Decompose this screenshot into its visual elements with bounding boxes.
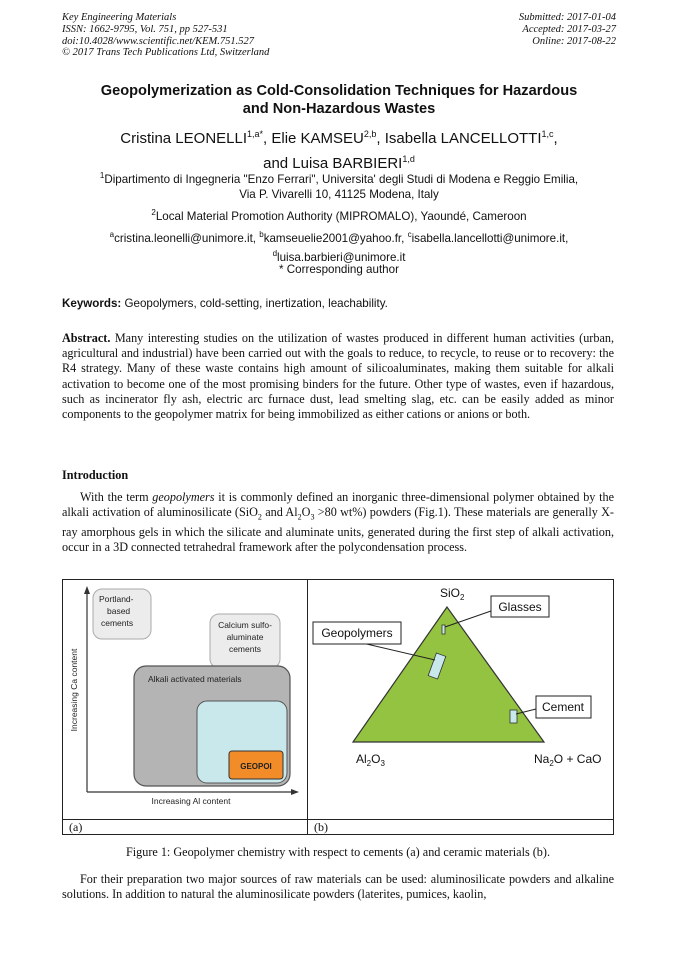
online-date: Online: 2017-08-22	[532, 35, 616, 47]
alkali-label: Alkali activated materials	[148, 674, 242, 684]
calcium-label-2: aluminate	[226, 632, 264, 642]
calcium-label-3: cements	[228, 644, 262, 654]
journal-name: Key Engineering Materials	[62, 12, 177, 23]
affiliation-2: $^2$Local Material Promotion Authority (MIPROMALO), Yaoundé, Cameroon	[151, 208, 527, 223]
cement-zone	[510, 710, 517, 723]
author-list: Cristina $LEONELLI^{1,a*}$, Elie KAMSEU$^{2,b}$, Isabella LANCELLOTTI$^{1,c}$, and Luisa BARBIERI$^{1,d}$	[120, 129, 558, 172]
x-axis-label: Increasing Al content	[151, 796, 231, 806]
abstract-label: Abstract.	[62, 331, 111, 345]
x-axis-arrow	[291, 789, 299, 795]
apex-na2o-cao-label: $Na_2O$ + CaO	[534, 752, 602, 768]
submitted-date: Submitted: 2017-01-04	[518, 12, 616, 23]
intro-paragraph-1: With the term geopolymers it is commonly defined an inorganic three-dimensional polymer obtained by the alkali activation of aluminosilicate (SiO$_2$ and $Al_2O_3 >80$ wt%) powders (Fig.1). These materials are generally X-ray amorphous gels in which the silicate and aluminate units, generated during the first step of alkali activation, occur in a 3D connected tetrahedral framework after the polycondensation process.	[62, 490, 614, 555]
author-name: Cristina LEONELLI	[120, 130, 248, 147]
paper-title: Geopolymerization as Cold-Consolidation Techniques for Hazardous and Non-Hazardous Wastes	[100, 83, 578, 117]
issn: ISSN: 1662-9795, Vol. 751, pp 527-531	[62, 23, 228, 35]
section-heading: Introduction	[62, 468, 129, 482]
accepted-date: Accepted: 2017-03-27	[522, 23, 616, 35]
author-name: and Luisa BARBIERI	[263, 155, 403, 172]
figure-caption: Figure 1: Geopolymer chemistry with respect to cements (a) and ceramic materials (b).	[125, 845, 551, 859]
intro-paragraph-2: For their preparation two major sources of raw materials can be used: aluminosilicate powders and alkaline solutions. In addition to natural the aluminosilicate powders (laterites, pumices, kaolin,	[62, 872, 614, 902]
calcium-label-1: Calcium sulfo-	[218, 620, 272, 630]
copyright: © 2017 Trans Tech Publications Ltd, Switzerland	[62, 47, 270, 59]
author-name: , Elie KAMSEU	[263, 130, 364, 147]
keywords: Keywords: Geopolymers, cold-setting, inertization, leachability.	[62, 297, 388, 310]
panel-b-diagram	[308, 580, 615, 819]
portland-label-2: based	[107, 606, 131, 616]
portland-label-1: Portland-	[99, 594, 134, 604]
abstract: Abstract. Many interesting studies on the utilization of wastes produced in different human activities (urban, agricultural and industrial) have been carried out with the goals to reduce, to recycle, to reuse or to recovery: the R4 strategy. Many of these waste contains high amount of silicoaluminates, making them suitable for alkali activation to become one of the most promising binders for the future. Other type of wastes, even if hazardous, such as incinerator fly ash, electric arc furnace dust, lead smelting slag, etc. can be easily added as minor components to the geopolymer matrix for being immobilized as either cations or anions or both.	[62, 331, 614, 422]
figure-1	[62, 579, 614, 835]
panel-a-label: (a)	[69, 820, 83, 834]
corresponding-author-note: * Corresponding author	[279, 263, 399, 276]
keywords-label: Keywords:	[62, 297, 122, 310]
apex-al2o3-label: $Al_2O_3$	[356, 752, 385, 768]
cement-label: Cement	[541, 700, 585, 714]
glasses-zone	[442, 625, 445, 634]
affiliation-1: $^1$Dipartimento di Ingegneria "Enzo Ferrari", Universita' degli Studi di Modena e Reggio Emilia, Via P. Vivarelli 10, 41125 Modena, Italy	[99, 171, 579, 201]
email-list: $^a$cristina.leonelli@unimore.it, $^b$kamseuelie2001@yahoo.fr, $^c$isabella.lancellotti@unimore.it, $^d$luisa.barbieri@unimore.it	[109, 230, 569, 264]
apex-sio2-label: SiO$_2$	[440, 586, 465, 602]
y-axis-label: Increasing Ca content	[69, 648, 79, 732]
y-axis-arrow	[84, 586, 90, 594]
geopoi-label: GEOPOI	[240, 762, 272, 771]
geopolymers-label: Geopolymers	[321, 626, 393, 640]
panel-a-diagram	[63, 580, 307, 819]
journal-header	[62, 12, 269, 59]
panel-b-label: (b)	[314, 820, 328, 834]
doi: doi:10.4028/www.scientific.net/KEM.751.527	[62, 35, 254, 47]
glasses-label: Glasses	[498, 600, 542, 614]
author-name: , Isabella LANCELLOTTI	[376, 130, 542, 147]
dates-header	[519, 12, 616, 47]
portland-label-3: cements	[101, 618, 134, 628]
